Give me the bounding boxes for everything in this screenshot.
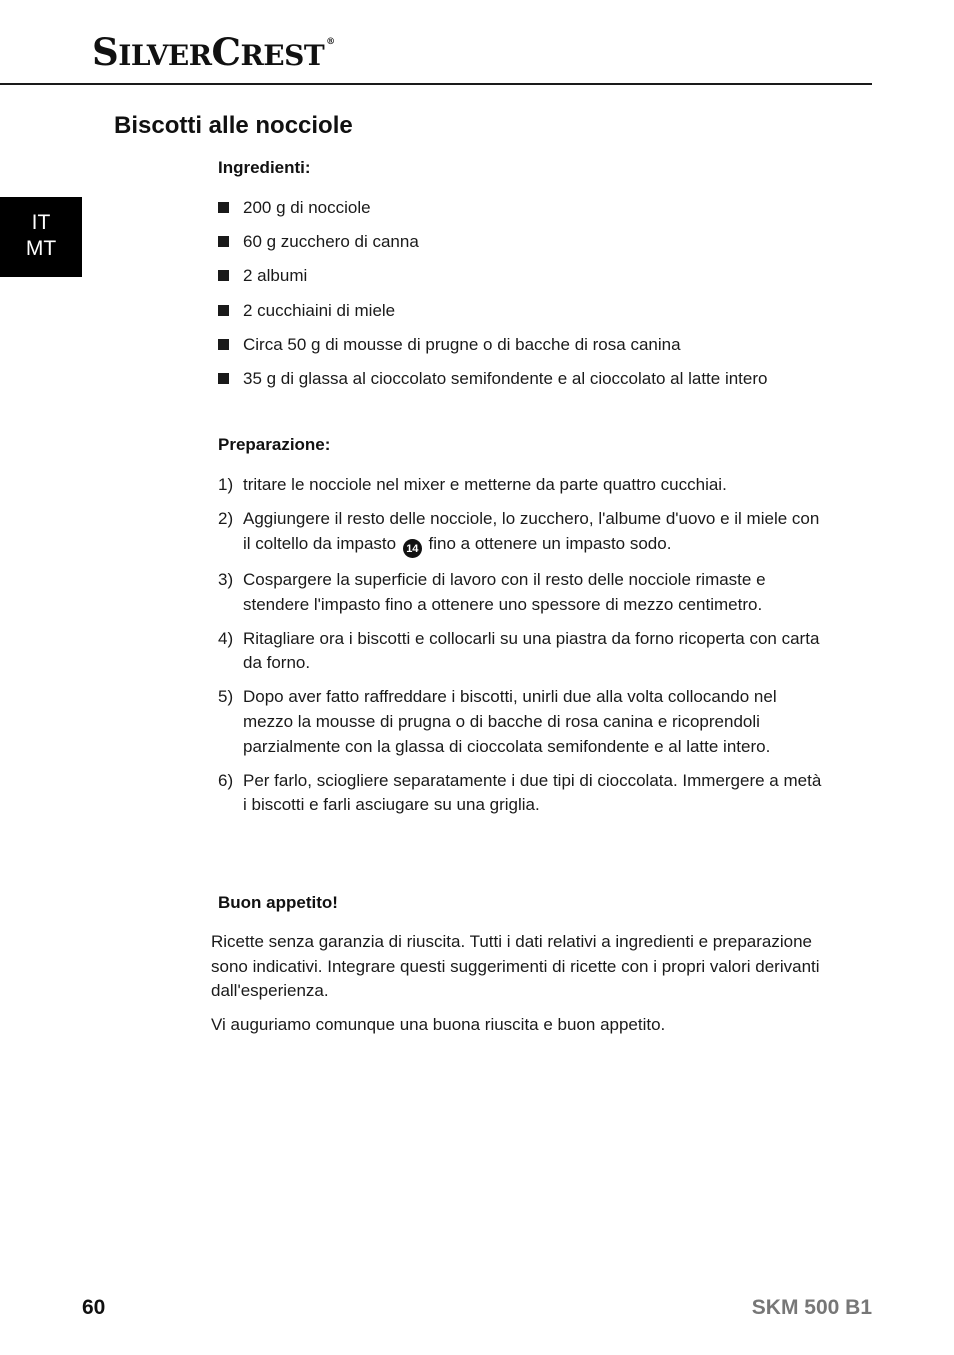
page-number: 60 xyxy=(82,1296,106,1319)
list-item xyxy=(218,367,767,401)
step-number: 6) xyxy=(218,770,234,790)
list-item xyxy=(218,196,767,230)
ingredient-text: 60 g zucchero di canna xyxy=(243,232,419,252)
language-code-mt: MT xyxy=(25,237,57,260)
list-item xyxy=(218,264,767,298)
step-text: tritare le nocciole nel mixer e metterne da parte quattro cucchiai. xyxy=(243,475,727,494)
square-bullet-icon xyxy=(218,236,229,247)
step-number: 1) xyxy=(218,475,234,494)
ingredients-heading: Ingredienti: xyxy=(218,158,311,177)
preparation-steps xyxy=(218,473,828,827)
step-item xyxy=(218,685,828,759)
disclaimer-paragraph: Ricette senza garanzia di riuscita. Tutti i dati relativi a ingredienti e preparazione sono indicativi. Integrare questi suggerimenti di ricette con i propri valori derivanti dall'esperienza. xyxy=(211,932,820,1001)
ingredient-text: Circa 50 g di mousse di prugne o di bacche di rosa canina xyxy=(243,334,681,354)
step-text-before: Aggiungere il resto delle nocciole, lo zucchero, l'albume d'uovo e il miele con il coltello da impasto xyxy=(243,509,820,553)
step-text-after: fino a ottenere un impasto sodo. xyxy=(428,533,672,553)
language-tab xyxy=(0,197,82,277)
step-item xyxy=(218,507,828,558)
step-item xyxy=(218,568,828,617)
step-number: 2) xyxy=(218,509,234,529)
square-bullet-icon xyxy=(218,305,229,316)
header-divider xyxy=(0,83,872,85)
step-item xyxy=(218,627,828,676)
step-text xyxy=(243,507,828,558)
closing-heading: Buon appetito! xyxy=(218,893,338,912)
step-number: 3) xyxy=(218,569,234,589)
square-bullet-icon xyxy=(218,202,229,213)
model-number: SKM 500 B1 xyxy=(751,1296,872,1319)
step-text: Ritagliare ora i biscotti e collocarli su una piastra da forno ricoperta con carta da forno. xyxy=(243,628,820,673)
ingredient-text: 2 cucchiaini di miele xyxy=(243,300,396,320)
closing-paragraph: Vi auguriamo comunque una buona riuscita e buon appetito. xyxy=(211,1015,666,1034)
part-reference-icon: 14 xyxy=(403,539,422,558)
registered-mark: ® xyxy=(326,37,335,47)
step-text: Cospargere la superficie di lavoro con il resto delle nocciole rimaste e stendere l'impasto fino a ottenere uno spessore di mezzo centimetro. xyxy=(243,569,766,614)
list-item xyxy=(218,230,767,264)
step-text: Dopo aver fatto raffreddare i biscotti, unirli due alla volta collocando nel mezzo la mousse di prugna o di bacche di rosa canina e ricoprendoli parzialmente con la glassa di cioccolata semifondente e al latte intero. xyxy=(243,687,777,756)
square-bullet-icon xyxy=(218,270,229,281)
page-title: Biscotti alle nocciole xyxy=(114,112,353,139)
logo-letters-ilver: ILVER xyxy=(118,39,212,72)
logo-letters-rest: REST xyxy=(240,39,325,72)
logo-letter-c: C xyxy=(211,30,241,74)
square-bullet-icon xyxy=(218,339,229,350)
language-code-it: IT xyxy=(31,211,51,234)
step-item xyxy=(218,473,828,498)
step-number: 5) xyxy=(218,687,234,707)
list-item xyxy=(218,333,767,367)
ingredients-list xyxy=(218,196,767,401)
logo-letter-s: S xyxy=(92,30,119,74)
ingredient-text: 200 g di nocciole xyxy=(243,198,371,217)
step-text: Per farlo, sciogliere separatamente i due tipi di cioccolata. Immergere a metà i biscotti e farli asciugare su una griglia. xyxy=(243,770,822,815)
brand-logo xyxy=(92,30,335,74)
list-item xyxy=(218,299,767,333)
preparation-heading: Preparazione: xyxy=(218,435,331,454)
step-number: 4) xyxy=(218,628,234,648)
ingredient-text: 2 albumi xyxy=(243,266,308,286)
ingredient-text: 35 g di glassa al cioccolato semifondente e al cioccolato al latte intero xyxy=(243,368,768,388)
step-item xyxy=(218,769,828,818)
square-bullet-icon xyxy=(218,373,229,384)
